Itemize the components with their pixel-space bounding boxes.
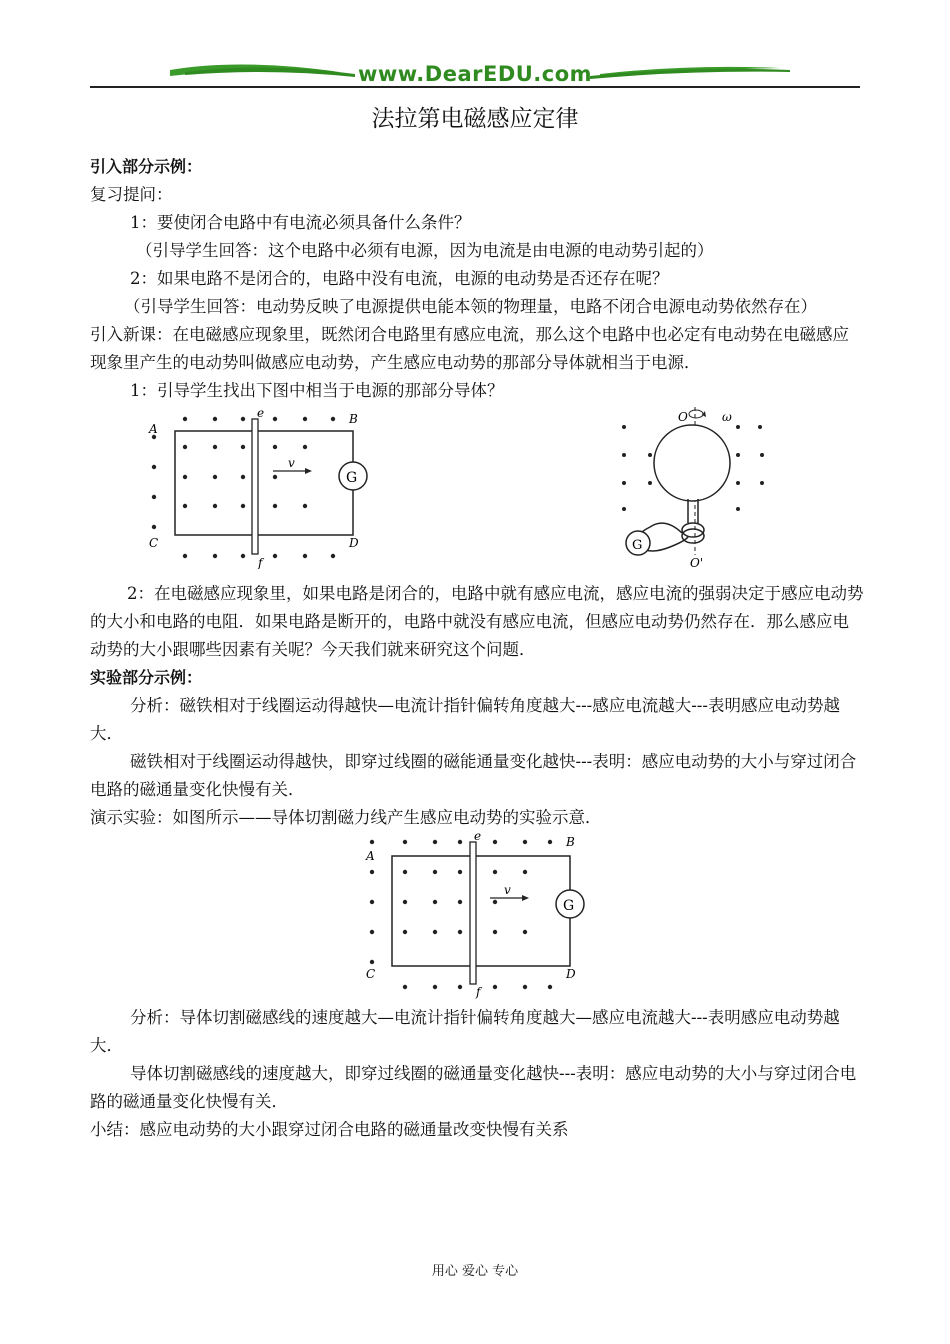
review-label: 复习提问： — [90, 185, 173, 204]
galvanometer-label: G — [346, 470, 358, 486]
analysis-2: 磁铁相对于线圈运动得越快，即穿过线圈的磁能通量变化越快---表明：感应电动势的大小与穿过闭合电路的磁通量变化快慢有关． — [90, 752, 857, 799]
header-rule — [90, 86, 860, 88]
site-logo: www.DearEDU.com — [357, 62, 593, 86]
guide-2: 2：在电磁感应现象里，如果电路是闭合的，电路中就有感应电流，感应电流的强弱决定于感应电动势的大小和电路的电阻．如果电路是断开的，电路中就没有感应电流，但感应电动势仍然存在．那么感应电动势的大小跟哪些因素有关呢？今天我们就来研究这个问题． — [90, 584, 864, 659]
field-dots — [152, 417, 335, 558]
document-body — [90, 153, 865, 1144]
svg-text:A: A — [366, 849, 375, 863]
svg-text:f: f — [258, 556, 263, 569]
question-2: 2：如果电路不是闭合的，电路中没有电流，电源的电动势是否还存在呢？ — [130, 269, 669, 288]
svg-text:O': O' — [690, 556, 704, 570]
analysis-3: 分析：导体切割磁感线的速度越大—电流计指针偏转角度越大—感应电流越大---表明感应电动势越大． — [90, 1008, 840, 1055]
svg-text:e: e — [474, 832, 482, 843]
rect-circuit-figure-2 — [360, 832, 590, 1000]
field-dots — [370, 840, 552, 989]
figure-row-1 — [90, 405, 865, 580]
section-heading-intro: 引入部分示例： — [90, 157, 203, 176]
svg-text:B: B — [566, 835, 575, 849]
new-lesson: 引入新课：在电磁感应现象里，既然闭合电路里有感应电流，那么这个电路中也必定有电动势在电磁感应现象里产生的电动势叫做感应电动势，产生感应电动势的那部分导体就相当于电源． — [90, 325, 849, 372]
svg-text:A: A — [149, 422, 158, 436]
analysis-4: 导体切割磁感线的速度越大，即穿过线圈的磁通量变化越快---表明：感应电动势的大小与穿过闭合电路的磁通量变化快慢有关． — [90, 1064, 857, 1111]
question-1: 1：要使闭合电路中有电流必须具备什么条件？ — [130, 213, 471, 232]
svg-text:G: G — [563, 898, 575, 914]
svg-text:O: O — [678, 410, 688, 424]
section-heading-experiment: 实验部分示例： — [90, 668, 203, 687]
svg-text:v: v — [288, 456, 295, 470]
svg-text:C: C — [149, 536, 159, 550]
svg-text:C: C — [366, 967, 376, 981]
summary: 小结：感应电动势的大小跟穿过闭合电路的磁通量改变快慢有关系 — [90, 1120, 569, 1139]
svg-text:e: e — [257, 409, 265, 420]
svg-text:B: B — [349, 412, 358, 426]
analysis-1: 分析：磁铁相对于线圈运动得越快—电流计指针偏转角度越大---感应电流越大---表明感应电动势越大． — [90, 696, 840, 743]
answer-2: （引导学生回答：电动势反映了电源提供电能本领的物理量，电路不闭合电源电动势依然存在） — [124, 297, 817, 316]
answer-1: （引导学生回答：这个电路中必须有电源，因为电流是由电源的电动势引起的） — [136, 241, 714, 260]
page-footer: 用心 爱心 专心 — [431, 1264, 519, 1279]
rect-circuit-figure — [145, 409, 375, 569]
svg-text:G: G — [632, 538, 643, 553]
rotating-loop-figure — [610, 405, 775, 577]
svg-text:v: v — [504, 883, 511, 897]
figure-row-2 — [90, 832, 865, 1004]
svg-text:f: f — [476, 985, 481, 999]
guide-1: 1：引导学生找出下图中相当于电源的那部分导体？ — [130, 381, 504, 400]
page-title: 法拉第电磁感应定律 — [371, 106, 579, 132]
demo-experiment: 演示实验：如图所示——导体切割磁力线产生感应电动势的实验示意． — [90, 808, 602, 827]
svg-text:D: D — [349, 536, 359, 550]
svg-text:D: D — [566, 967, 576, 981]
svg-text:ω: ω — [722, 410, 732, 424]
